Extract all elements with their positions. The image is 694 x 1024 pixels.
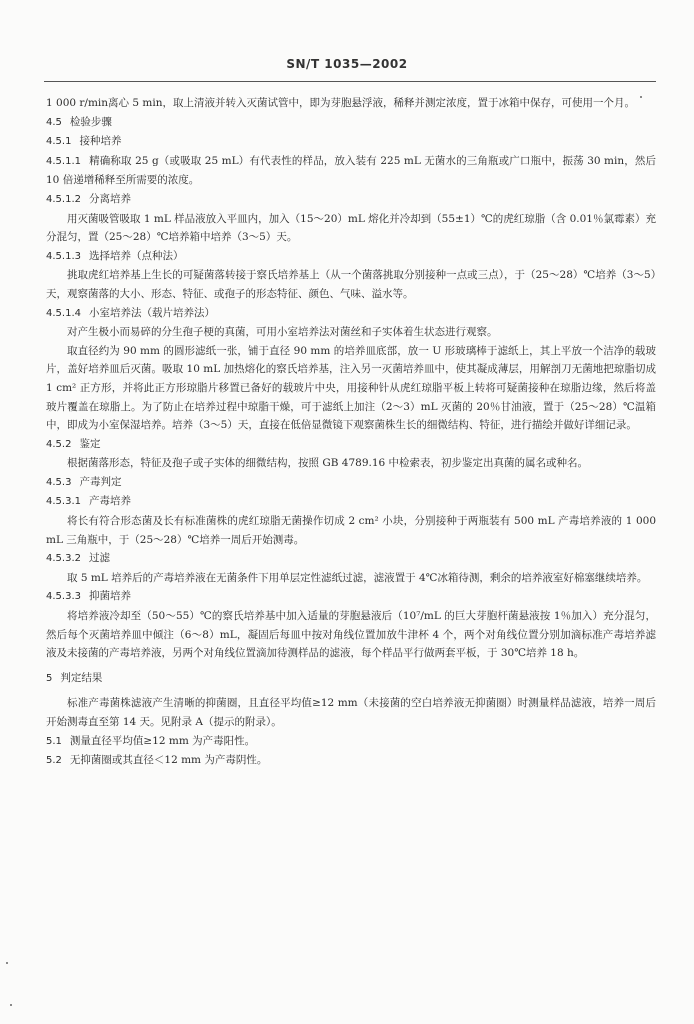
- paragraph: 挑取虎红培养基上生长的可疑菌落转接于察氏培养基上（从一个菌落挑取分别接种一点或三点），于（25～28）℃培养（3～5）天，观察菌落的大小、形态、特征、或孢子的形态特征、颜色、气味、溢水等。: [46, 269, 656, 300]
- paragraph: 取 5 mL 培养后的产毒培养液在无菌条件下用单层定性滤纸过滤，滤液置于 4℃冰箱待测，剩余的培养液室好棉塞继续培养。: [67, 571, 648, 584]
- section-number: 5.2: [46, 755, 62, 767]
- section-heading: [46, 669, 656, 689]
- section-title: 产毒培养: [89, 495, 131, 508]
- section-title: 过滤: [89, 552, 110, 565]
- section-number: 5: [46, 672, 53, 684]
- section-heading: [46, 587, 656, 607]
- paragraph: 标准产毒菌株滤液产生清晰的抑菌圈，且直径平均值≥12 mm（未接菌的空白培养液无抑菌圈）时测量样品滤液，培养一周后开始测毒直至第 14 天。见附录 A（提示的附录）。: [46, 697, 656, 728]
- section-number: 4.5.3.2: [46, 553, 81, 565]
- scan-speck: [6, 962, 8, 964]
- section-number: 4.5.1.4: [46, 307, 81, 319]
- section-number: 4.5.3.3: [46, 591, 81, 603]
- section-title: 分离培养: [89, 192, 131, 205]
- section-number: 4.5.1.1: [46, 155, 81, 167]
- paragraph: 将培养液冷却至（50～55）℃的察氏培养基中加入适量的芽胞悬液后（10⁷/mL 的巨大芽胞杆菌悬液按 1％加入）充分混匀，然后每个灭菌培养皿中倾注（6～8）mL，凝固后每皿中按对角线位置加放牛津杯 4 个，两个对角线位置分别加滴标准产毒培养滤液及未接菌的产毒培养液，另两个对角线位置滴加待测样品的滤液，每个样品平行做两套平板，于 30℃培养 18 h。: [46, 610, 656, 660]
- paragraph: 取直径约为 90 mm 的圆形滤纸一张，铺于直径 90 mm 的培养皿底部，放一 U 形玻璃棒于滤纸上，其上平放一个洁净的载玻片，盖好培养皿后灭菌。吸取 10 mL 加热熔化的察氏培养基，注入另一灭菌培养皿中，使其凝成薄层，用解剖刀无菌地把琼脂切成 1 cm² 正方形，并将此正方形琼脂片移置已备好的载玻片中央，用接种针从虎红琼脂平板上转将可疑菌接种在琼脂边缘，然后将盖玻片覆盖在琼脂上。为了防止在培养过程中琼脂干燥，可于滤纸上加注（2～3）mL 灭菌的 20％甘油液，置于（25～28）℃温箱中，即成为小室保湿培养。培养（3～5）天，直接在低倍显微镜下观察菌株生长的细微结构、特征，进行描绘并做好详细记录。: [46, 344, 656, 432]
- section-heading: [46, 152, 656, 190]
- section-title: 精确称取 25 g（或吸取 25 mL）有代表性的样品，放入装有 225 mL 无菌水的三角瓶或广口瓶中，振荡 30 min，然后 10 倍递增稀释至所需要的浓度。: [46, 154, 656, 187]
- standard-code-header: SN/T 1035—2002: [286, 57, 408, 71]
- section-number: 4.5.2: [46, 438, 72, 450]
- paragraph: 1 000 r/min离心 5 min，取上清液并转入灭菌试管中，即为芽胞悬浮液，稀释并测定浓度，置于冰箱中保存，可使用一个月。: [46, 97, 635, 109]
- section-heading: [46, 732, 656, 752]
- section-heading: [46, 492, 656, 512]
- section-heading: [46, 435, 656, 455]
- section-heading: [46, 247, 656, 267]
- section-heading: [46, 132, 656, 152]
- section-heading: [46, 113, 656, 133]
- section-title: 判定结果: [60, 671, 103, 684]
- document-body: [46, 94, 656, 771]
- section-heading: [46, 549, 656, 569]
- section-title: 选择培养（点种法）: [89, 249, 184, 262]
- section-title: 接种培养: [79, 135, 122, 148]
- section-number: 4.5.3.1: [46, 496, 81, 508]
- scan-speck: [640, 96, 642, 98]
- section-title: 无抑菌圈或其直径＜12 mm 为产毒阴性。: [69, 754, 268, 767]
- section-title: 产毒判定: [79, 475, 122, 488]
- paragraph: 用灭菌吸管吸取 1 mL 样品液放入平皿内，加入（15～20）mL 熔化并冷却到（55±1）℃的虎红琼脂（含 0.01％氯霉素）充分混匀，置（25～28）℃培养箱中培养（3～5）天。: [46, 212, 656, 244]
- scan-speck: [10, 1004, 12, 1006]
- section-title: 小室培养法（载片培养法）: [89, 306, 215, 319]
- section-number: 4.5.3: [46, 476, 72, 488]
- section-number: 4.5: [46, 116, 62, 128]
- section-title: 测量直径平均值≥12 mm 为产毒阳性。: [69, 734, 256, 747]
- section-number: 4.5.1.2: [46, 193, 81, 205]
- section-number: 5.1: [46, 735, 62, 747]
- header-rule: [44, 81, 656, 82]
- section-heading: [46, 751, 656, 771]
- section-heading: [46, 473, 656, 493]
- section-heading: [46, 190, 656, 210]
- section-title: 抑菌培养: [89, 590, 131, 603]
- section-number: 4.5.1.3: [46, 250, 81, 262]
- paragraph: 对产生极小而易碎的分生孢子梗的真菌，可用小室培养法对菌丝和子实体着生状态进行观察。: [67, 326, 498, 339]
- section-heading: [46, 304, 656, 324]
- section-title: 检验步骤: [69, 115, 112, 128]
- section-number: 4.5.1: [46, 136, 72, 148]
- paragraph: 根据菌落形态，特征及孢子或子实体的细微结构，按照 GB 4789.16 中检索表，初步鉴定出真菌的属名或种名。: [67, 457, 589, 470]
- paragraph: 将长有符合形态菌及长有标准菌株的虎红琼脂无菌操作切成 2 cm² 小块，分别接种于两瓶装有 500 mL 产毒培养液的 1 000 mL 三角瓶中，于（25～28）℃培养一周后开始测毒。: [46, 515, 656, 546]
- section-title: 鉴定: [79, 437, 101, 450]
